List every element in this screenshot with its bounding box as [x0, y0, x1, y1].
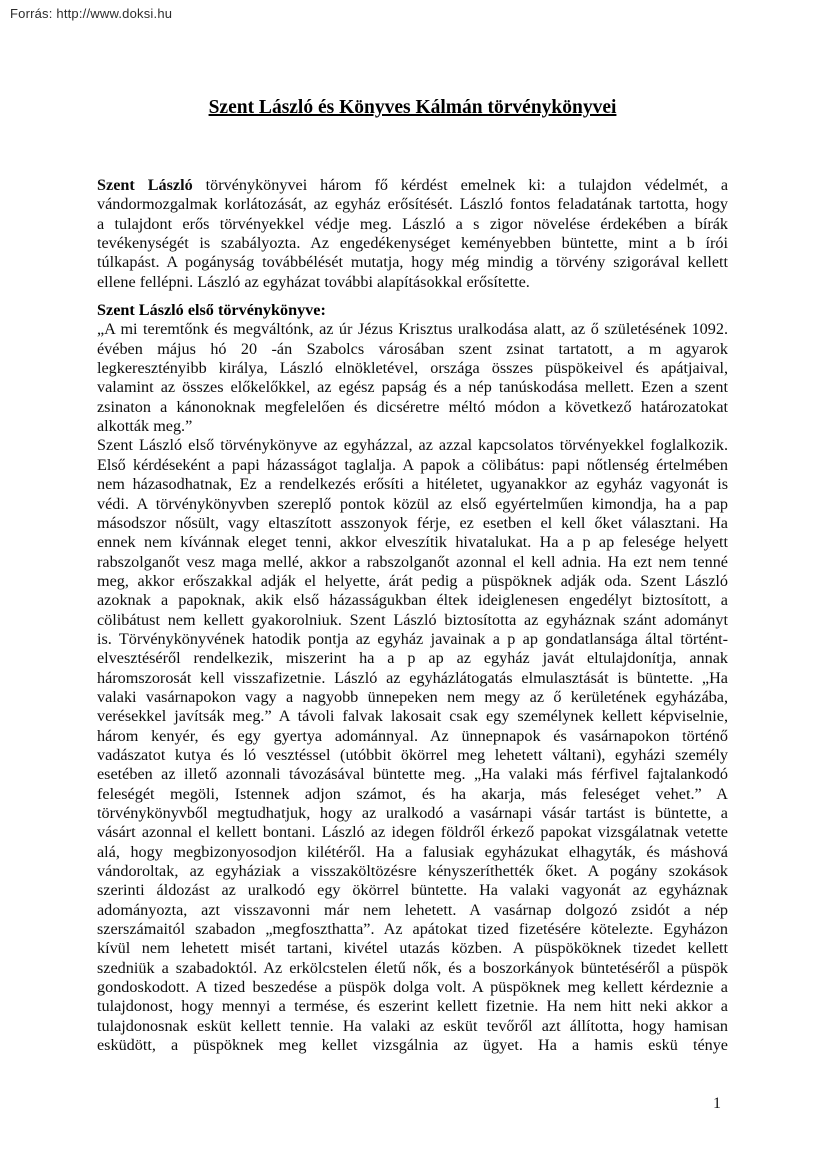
text-line: három kenyér, és egy gyertya adománnyal. Az ünnepnapok és vasárnapokon történő [97, 726, 728, 745]
text-line: tulajdonost, hogy mennyi a termése, és eszerint kellett fizetnie. Ha nem hitt neki akkor a [97, 997, 728, 1016]
text-line: szedniük a szabadoktól. Az erkölcstelen életű nők, és a boszorkányok büntetéséről a püspök [97, 958, 728, 977]
text-line: cölibátust nem kellett gyakorolniuk. Szent László biztosította az egyháznak szánt adományt [97, 610, 728, 629]
text-line: tevékenységét is szabályozta. Az engedékenységet keményebben büntette, mint a b írói [97, 234, 728, 253]
text-line: Szent László törvénykönyvei három fő kérdést emelnek ki: a tulajdon védelmét, a [97, 176, 729, 194]
paragraph [97, 176, 728, 292]
text-line: vadászatot kutya és ló vesztéssel (utóbbit ökörrel meg lehetett váltani), egyházi személy [97, 745, 728, 764]
text-line: meg, akkor erőszakkal adják el helyette, árát pedig a püspöknek adják oda. Szent László [97, 571, 728, 590]
text-line: túlkapást. A pogányság továbbélését mutatja, hogy még mindig a törvény szigorával kellett [97, 253, 728, 272]
text-line: elvesztéséről rendelkezik, miszerint ha a p ap az egyház javát eltulajdonítja, annak [97, 649, 728, 668]
page-number: 1 [713, 1095, 721, 1112]
text-line: rabszolganőt vesz maga mellé, akkor a rabszolganőt azonnal el kell adnia. Ha ezt nem tenné [97, 552, 728, 571]
text-line: azoknak a papoknak, akik első házasságukban éltek ideiglenesen engedélyt biztosított, a [97, 591, 728, 610]
text-line: adományozta, azt visszavonni már nem lehetett. A vasárnap dolgozó zsidót a nép [97, 900, 728, 919]
text-line: Első kérdéseként a papi házasságot taglalja. A papok a cölibátus: papi nőtlenség értelmében [97, 455, 728, 474]
text-line: legkeresztényibb királya, László elnökletével, országa összes püspökeivel és apátjaival, [97, 359, 728, 378]
text-line: vándormozgalmak korlátozását, az egyház erősítését. László fontos feladatának tartotta, hogy [97, 195, 728, 214]
section-heading: Szent László első törvénykönyve: [97, 301, 326, 320]
text-line: is. Törvénykönyvének hatodik pontja az egyház javainak a p ap gondatlansága által történt- [97, 629, 728, 648]
text-line: feleségét megöli, Istennek adjon számot, és ha akarja, más feleséget vehet.” A [97, 784, 728, 803]
text-line: vásárt azonnal el kellett bontani. László az idegen földről érkező papokat vizsgálatnak vetette [97, 823, 728, 842]
text-line: háromszorosát kell visszafizetnie. László az egyházlátogatás elmulasztását is büntette. „Ha [97, 668, 728, 687]
text-line: másodszor nősült, vagy eltaszított asszonyok férje, ez esetben el kell őket választani. Ha [97, 513, 728, 532]
text-line: „A mi teremtőnk és megváltónk, az úr Jézus Krisztus uralkodása alatt, az ő születésének 1092. [97, 320, 728, 339]
source-url-text: Forrás: http://www.doksi.hu [10, 6, 173, 21]
text-line: vándoroltak, az egyháziak a visszaköltözésre kényszeríthették őket. A pogány szokások [97, 862, 728, 881]
text-line: alkották meg.” [97, 417, 193, 436]
text-line: kívül nem lehetett misét tartani, kivétel utazás közben. A püspököknek tizedet kellett [97, 939, 728, 958]
text-line: Szent László első törvénykönyve az egyházzal, az azzal kapcsolatos törvényekkel foglalkozik. [97, 436, 728, 455]
text-line: szerinti áldozást az uralkodó egy ökörrel büntette. Ha valaki vagyonát az egyháznak [97, 881, 728, 900]
text-line: valamint az összes előkelőkkel, az egész papság és a nép tanúskodása mellett. Ezen a szent [97, 378, 728, 397]
text-line: valaki vasárnapokon vagy a nagyobb ünnepeken nem megy az ő kerületének egyházába, [97, 687, 728, 706]
text-line: zsinaton a kánonoknak megfelelően és dicséretre méltó módon a következő határozatokat [97, 397, 728, 416]
text-line: évében május hó 20 -án Szabolcs városában szent zsinat tartatott, a m agyarok [97, 339, 728, 358]
text-line: esetében az illető azonnali távozásával büntette meg. „Ha valaki más férfivel fajtalankodó [97, 765, 728, 784]
text-line: ennek nem kívánnak eleget tenni, akkor elveszítik hivatalukat. Ha a p ap felesége helyett [97, 533, 728, 552]
text-line: ellene fellépni. László az egyházat további alapításokkal erősítette. [97, 272, 530, 291]
bold-lead-text: Szent László [97, 176, 193, 194]
paragraph [97, 436, 728, 1055]
document-body [97, 176, 728, 1055]
paragraph [97, 320, 728, 436]
document-title: Szent László és Könyves Kálmán törvénykönyvei [208, 97, 617, 118]
text-line: tulajdonosnak esküt kellett tennie. Ha valaki az esküt tevőről azt állította, hogy hamisan [97, 1016, 728, 1035]
text-line: a tulajdont erős törvényekkel védje meg. László a s zigor növelése érdekében a bírák [97, 214, 728, 233]
text-line: nem házasodhatnak, Ez a rendelkezés erősíti a hitéletet, ugyanakkor az egyház vagyonát is [97, 475, 728, 494]
text-line: törvénykönyvből megtudhatjuk, hogy az uralkodó a vasárnapi vásár tartást is büntette, a [97, 804, 728, 822]
text-line: verésekkel javítsák meg.” A távoli falvak lakosait csak egy személynek kellett képviselnie, [97, 707, 728, 726]
text-line: alá, hogy megbizonyosodjon kilétéről. Ha a falusiak egyházukat elhagyták, és máshová [97, 842, 728, 861]
text-line: esküdött, a püspöknek meg kellet vizsgálnia az ügyet. Ha a hamis eskü ténye [97, 1036, 728, 1055]
text-line: gondoskodott. A tized beszedése a püspök dolga volt. A püspöknek meg kellett kérdeznie a [97, 978, 728, 997]
text-line: szerszámaitól szabadon „megfoszthatta”. Az apátokat tized fizetésére kötelezte. Egyházon [97, 920, 728, 939]
text-line: védi. A törvénykönyvben szereplő pontok közül az első egyértelműen kimondja, ha a pap [97, 494, 728, 513]
